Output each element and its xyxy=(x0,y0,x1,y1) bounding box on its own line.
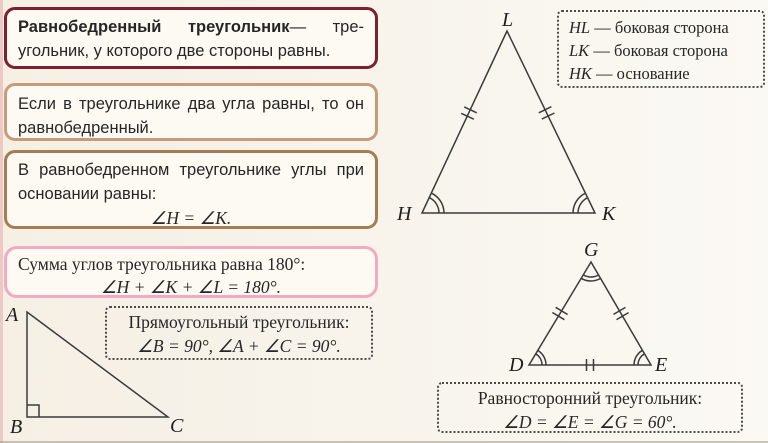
angle-sum-box xyxy=(4,246,378,298)
vertex-label-l: L xyxy=(502,9,514,31)
right-side-tick-1 xyxy=(539,107,552,113)
right-side-tick-2 xyxy=(542,113,555,119)
vertex-label-d: D xyxy=(509,354,524,376)
side-var-hk: HK xyxy=(569,63,592,83)
definition-box xyxy=(4,7,378,69)
angle-d-arc-2 xyxy=(538,350,546,365)
side-text-hl: — боковая сторона xyxy=(590,18,729,37)
vertex-label-a: A xyxy=(6,304,19,326)
side-text-lk: — боковая сторона xyxy=(589,40,728,60)
definition-line1 xyxy=(18,16,364,40)
equilateral-note-formula: ∠D = ∠E = ∠G = 60°. xyxy=(503,411,677,432)
ge-side-tick-1 xyxy=(614,307,626,314)
side-text-hk: — основание xyxy=(591,63,690,83)
angle-sum-text: Сумма углов треугольника равна 180°: xyxy=(18,254,306,274)
vertex-label-e: E xyxy=(655,354,668,376)
definition-line2: угольник, у которого две стороны равны. xyxy=(18,41,331,60)
equilateral-triangle-figure xyxy=(508,239,667,376)
base-angles-formula: ∠H = ∠K. xyxy=(150,207,232,228)
left-side-tick-1 xyxy=(464,107,477,113)
side-line-base xyxy=(569,63,753,86)
side-var-hl: HL xyxy=(569,18,591,37)
angle-e-arc-2 xyxy=(634,350,642,365)
right-triangle-note-title: Прямоугольный треугольник: xyxy=(128,312,350,332)
vertex-label-h: H xyxy=(397,203,412,225)
angle-g-arc-2 xyxy=(581,278,600,281)
definition-dash: — тре- xyxy=(289,18,364,36)
photo-edge-left xyxy=(0,0,3,443)
vertex-label-c: C xyxy=(170,415,184,437)
equilateral-note-title: Равносторонний треугольник: xyxy=(477,388,703,408)
side-var-lk: LK xyxy=(569,40,590,60)
vertex-label-b: B xyxy=(10,416,23,438)
right-triangle-note xyxy=(105,306,373,360)
gd-side-tick-1 xyxy=(556,307,568,314)
angle-g-arc-1 xyxy=(583,275,598,277)
angle-e-arc-1 xyxy=(638,354,645,365)
angle-d-arc-1 xyxy=(536,354,542,365)
side-line-lateral1 xyxy=(569,17,753,40)
base-angles-text: В равнобедренном треугольнике углы при основании равны: xyxy=(18,161,364,203)
angle-k-arc-2 xyxy=(573,193,585,213)
gd-side-tick-2 xyxy=(552,313,564,320)
converse-text: Если в треугольнике два угла равны, то он равнобедренный. xyxy=(18,95,364,137)
left-side-tick-2 xyxy=(461,113,474,119)
angle-h-arc-2 xyxy=(431,193,444,213)
vertex-label-k: K xyxy=(602,203,616,225)
right-angle-mark xyxy=(27,405,39,417)
equilateral-triangle-outline xyxy=(529,262,651,365)
base-angles-box xyxy=(4,150,378,229)
equilateral-note xyxy=(437,382,743,433)
converse-theorem-box xyxy=(4,83,378,141)
angle-h-arc-1 xyxy=(429,198,439,213)
side-line-lateral2 xyxy=(569,40,753,63)
definition-term: Равнобедренный треугольник xyxy=(18,18,290,36)
angle-k-arc-1 xyxy=(578,198,588,213)
angle-sum-formula: ∠H + ∠K + ∠L = 180°. xyxy=(100,276,282,297)
ge-side-tick-2 xyxy=(617,313,629,320)
right-triangle-note-formula: ∠B = 90°, ∠A + ∠C = 90°. xyxy=(137,335,341,356)
sides-legend-note xyxy=(557,10,765,88)
vertex-label-g: G xyxy=(584,239,599,261)
